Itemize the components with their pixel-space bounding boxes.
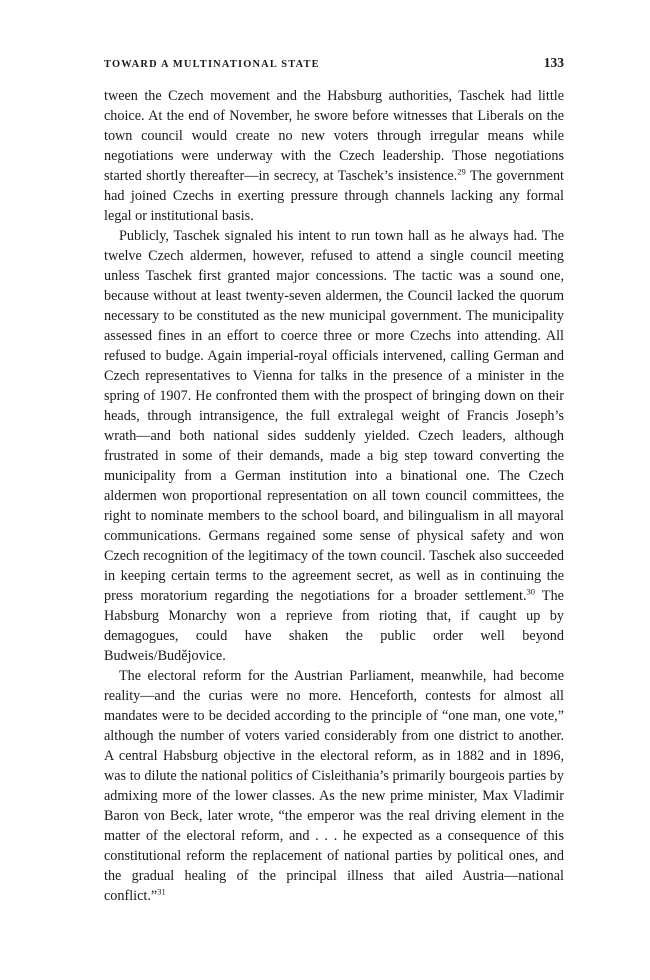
footnote-ref-30: 30 bbox=[526, 586, 536, 597]
running-head bbox=[104, 55, 564, 75]
paragraph-text: The government had joined Czechs in exerting pressure through channels lacking any formal legal or institutional basis. bbox=[104, 168, 564, 224]
paragraph-text: The Habsburg Monarchy won a reprieve from rioting that, if caught up by demagogues, could have shaken the public order well beyond Budweis/Budějovice. bbox=[104, 588, 564, 664]
running-title: TOWARD A MULTINATIONAL STATE bbox=[104, 59, 320, 70]
paragraph-text: The electoral reform for the Austrian Parliament, meanwhile, had become reality—and the curias were no more. Henceforth, contests for almost all mandates were to be decided according to the principle of “one man, one vote,” although the number of voters varied considerably from one district to another. A central Habsburg objective in the electoral reform, as in 1882 and in 1896, was to dilute the national politics of Cisleithania’s primarily bourgeois parties by admixing more of the lower classes. As the new prime minister, Max Vladimir Baron von Beck, later wrote, “the emperor was the real driving element in the matter of the electoral reform, and . . . he expected as a consequence of this constitutional reform the replacement of national parties by political ones, and the gradual healing of the principal illness that ailed Austria—national conflict.” bbox=[104, 668, 564, 904]
paragraph-1 bbox=[104, 86, 564, 226]
paragraph-text: Publicly, Taschek signaled his intent to run town hall as he always had. The twelve Czech aldermen, however, refused to attend a single council meeting unless Taschek first granted major concessions. The tactic was a sound one, because without at least twenty-seven aldermen, the Council lacked the quorum necessary to be constituted as the new municipal government. The municipality assessed fines in an effort to coerce three or more Czechs into attending. All refused to budge. Again imperial-royal officials intervened, calling German and Czech representatives to Vienna for talks in the presence of a minister in the spring of 1907. He confronted them with the prospect of bringing down on their heads, through intransigence, the full extralegal weight of Francis Joseph’s wrath—and both national sides suddenly yielded. Czech leaders, although frustrated in some of their demands, made a big step toward converting the municipality from a German institution into a binational one. The Czech aldermen won proportional representation on all town council committees, the right to nominate members to the school board, and bilingualism in all mayoral communications. Germans regained some sense of physical safety and won Czech recognition of the legitimacy of the town council. Taschek also succeeded in keeping certain terms to the agreement secret, as well as in continuing the press moratorium regarding the negotiations for a broader settlement. bbox=[104, 228, 564, 604]
footnote-ref-31: 31 bbox=[157, 886, 166, 897]
page-number: 133 bbox=[543, 55, 564, 70]
paragraph-2 bbox=[104, 226, 564, 666]
body-text bbox=[104, 86, 564, 906]
book-page bbox=[104, 55, 564, 906]
footnote-ref-29: 29 bbox=[457, 166, 466, 177]
paragraph-text: tween the Czech movement and the Habsburg authorities, Taschek had little choice. At the end of November, he swore before witnesses that Liberals on the town council would create no new voters through irregular means while negotiations were underway with the Czech leadership. Those negotiations started shortly thereafter—in secrecy, at Taschek’s insistence. bbox=[104, 88, 564, 184]
paragraph-3 bbox=[104, 666, 564, 906]
